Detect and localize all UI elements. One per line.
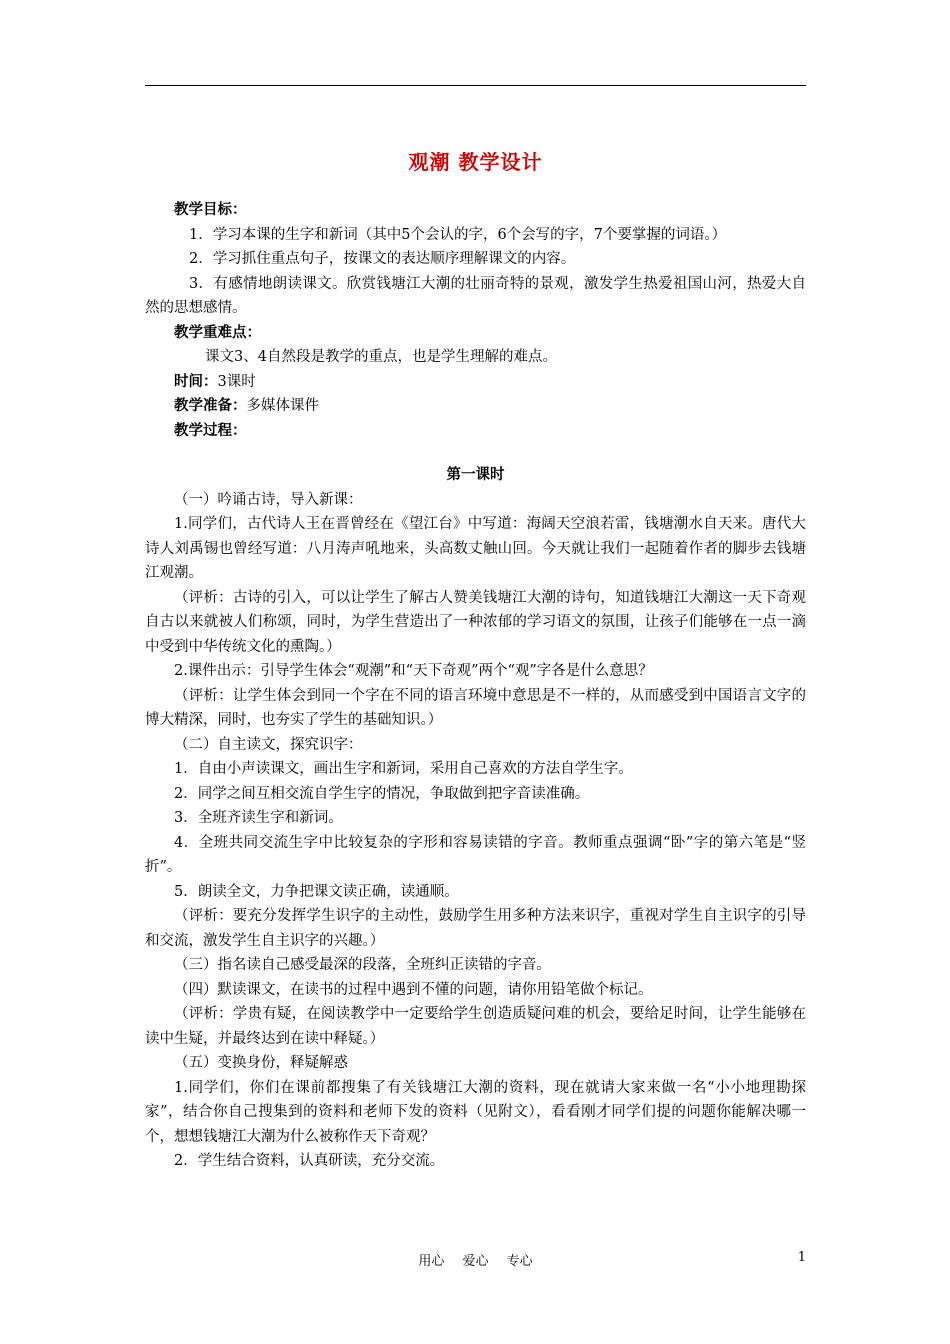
lesson-heading: 第一课时 xyxy=(446,467,505,483)
difficulty-text: 课文3、4自然段是教学的重点，也是学生理解的难点。 xyxy=(205,349,557,365)
body-paragraph: 1．自由小声读课文，画出生字和新词，采用自己喜欢的方法自学生字。 xyxy=(174,761,633,777)
body-paragraph: （三）指名读自己感受最深的段落，全班纠正读错的字音。 xyxy=(174,957,551,973)
goal-item: 1．学习本课的生字和新词（其中5个会认的字，6个会写的字，7个要掌握的词语。） xyxy=(189,226,727,243)
body-paragraph: （一）吟诵古诗，导入新课： xyxy=(174,491,363,508)
prep-line xyxy=(145,394,806,419)
document-body xyxy=(145,198,806,1174)
commentary-paragraph: （评析：要充分发挥学生识字的主动性，鼓励学生用多种方法来识字，重视对学生自主识字的引导和交流，激发学生自主识字的兴趣。） xyxy=(145,908,806,949)
page-footer xyxy=(145,1250,806,1269)
document-title: 观潮 教学设计 xyxy=(408,150,543,174)
body-paragraph: 2.课件出示：引导学生体会“观潮”和“天下奇观”两个“观”字各是什么意思？ xyxy=(174,663,653,679)
body-paragraph: （五）变换身份，释疑解惑 xyxy=(174,1055,348,1071)
body-paragraph: 3．全班齐读生字和新词。 xyxy=(174,810,343,826)
body-paragraph: 5．朗读全文，力争把课文读正确，读通顺。 xyxy=(174,883,459,900)
difficulty-heading: 教学重难点： xyxy=(174,324,261,341)
body-paragraph: （二）自主读文，探究识字： xyxy=(174,736,363,753)
header-rule xyxy=(145,85,806,86)
goal-item: 2．学习抓住重点句子，按课文的表达顺序理解课文的内容。 xyxy=(189,251,576,267)
prep-label: 教学准备： xyxy=(174,398,247,414)
process-heading: 教学过程： xyxy=(174,422,247,439)
goals-heading: 教学目标： xyxy=(174,202,247,218)
time-label: 时间： xyxy=(174,373,218,390)
body-paragraph: 2．学生结合资料，认真研读，充分交流。 xyxy=(174,1153,445,1169)
body-paragraph: 1.同学们，你们在课前都搜集了有关钱塘江大潮的资料，现在就请大家来做一名“小小地理勘探家”，结合你自己搜集到的资料和老师下发的资料（见附文），看看刚才同学们提的问题你能解决哪一个，想想钱塘江大潮为什么被称作天下奇观？ xyxy=(145,1079,806,1145)
body-paragraph: 2．同学之间互相交流自学生字的情况，争取做到把字音读准确。 xyxy=(174,785,590,802)
time-value: 3课时 xyxy=(217,373,256,390)
commentary-paragraph: （评析：让学生体会到同一个字在不同的语言环境中意思是不一样的，从而感受到中国语言文字的博大精深，同时，也夯实了学生的基础知识。） xyxy=(145,687,806,728)
page-number: 1 xyxy=(797,1250,806,1265)
body-paragraph: 4．全班共同交流生字中比较复杂的字形和容易读错的字音。教师重点强调“卧”字的第六笔是“竖折”。 xyxy=(145,834,806,875)
commentary-paragraph: （评析：古诗的引入，可以让学生了解古人赞美钱塘江大潮的诗句，知道钱塘江大潮这一天下奇观自古以来就被人们称颂，同时，为学生营造出了一种浓郁的学习语文的氛围，让孩子们能够在一点一滴中受到中华传统文化的熏陶。） xyxy=(145,589,806,655)
body-paragraph: 1.同学们，古代诗人王在晋曾经在《望江台》中写道：海阔天空浪若雷，钱塘潮水自天来。唐代大诗人刘禹锡也曾经写道：八月涛声吼地来，头高数丈触山回。今天就让我们一起随着作者的脚步去钱塘江观潮。 xyxy=(145,516,806,581)
goal-item: 3．有感情地朗读课文。欣赏钱塘江大潮的壮丽奇特的景观，激发学生热爱祖国山河，热爱大自然的思想感情。 xyxy=(145,275,806,316)
commentary-paragraph: （评析：学贵有疑，在阅读教学中一定要给学生创造质疑问难的机会，要给足时间，让学生能够在读中生疑，并最终达到在读中释疑。） xyxy=(145,1006,806,1047)
footer-motto: 用心 爱心 专心 xyxy=(418,1254,533,1269)
body-paragraph: （四）默读课文，在读书的过程中遇到不懂的问题，请你用铅笔做个标记。 xyxy=(174,981,653,998)
time-line xyxy=(145,370,806,395)
prep-value: 多媒体课件 xyxy=(246,398,319,414)
